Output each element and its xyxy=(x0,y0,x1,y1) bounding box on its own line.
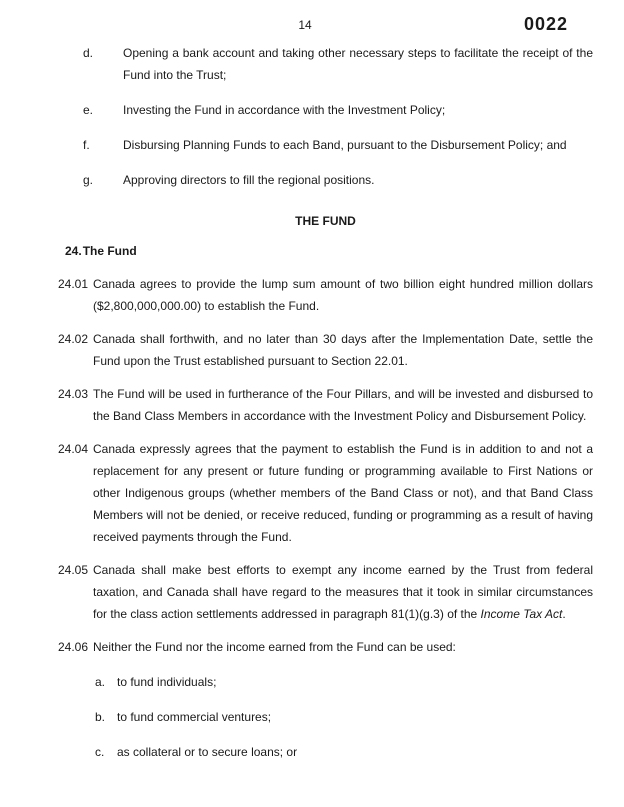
list-item-d xyxy=(83,42,593,86)
list-item-text: Approving directors to fill the regional positions. xyxy=(123,173,375,187)
clause-24-04 xyxy=(58,438,593,548)
clause-24-05 xyxy=(58,559,593,625)
clause-text: Canada expressly agrees that the payment to establish the Fund is in addition to and not a replacement for any present or future funding or programming available to First Nations or other Indigenous groups (whether members of the Band Class or not), and that Band Class Members will not be denied, or receive reduced, funding or programming as a result of having received payments through the Fund. xyxy=(93,442,593,544)
clause-number: 24.01 xyxy=(58,277,89,291)
sub-list-item-label: b. xyxy=(95,710,106,724)
list-item-label: d. xyxy=(83,46,94,60)
list-item-g xyxy=(83,169,593,191)
sub-list-item-text: to fund individuals; xyxy=(117,675,217,689)
clause-text: Neither the Fund nor the income earned from the Fund can be used: xyxy=(93,640,456,654)
sub-list-item-label: c. xyxy=(95,745,105,759)
list-item-e xyxy=(83,99,593,121)
clause-heading-number: 24. xyxy=(65,244,82,258)
bates-stamp-number: 0022 xyxy=(523,14,568,34)
clause-24-02 xyxy=(58,328,593,372)
statute-name-italic: Income Tax Act xyxy=(480,607,563,621)
clause-text-part: Canada shall make best efforts to exempt any income earned by the Trust from federal taxation, and Canada shall have regard to the measures that it took in similar circumstances for the class action settlements addressed in paragraph 81(1)(g.3) of the xyxy=(93,563,593,621)
clause-number: 24.03 xyxy=(58,387,89,401)
clause-number: 24.06 xyxy=(58,640,89,654)
list-item-label: g. xyxy=(83,173,94,187)
sub-list-item-text: to fund commercial ventures; xyxy=(117,710,272,724)
clause-text xyxy=(93,563,593,621)
list-item-f xyxy=(83,134,593,156)
sub-list-item-c xyxy=(95,741,593,763)
clause-24-03 xyxy=(58,383,593,427)
clause-text: Canada agrees to provide the lump sum amount of two billion eight hundred million dollars ($2,800,000,000.00) to establish the Fund. xyxy=(93,277,593,313)
clause-heading-title: The Fund xyxy=(82,244,137,258)
sub-list-item-b xyxy=(95,706,593,728)
clause-number: 24.05 xyxy=(58,563,89,577)
clause-text-part: . xyxy=(562,607,566,621)
clause-text: Canada shall forthwith, and no later than 30 days after the Implementation Date, settle the Fund upon the Trust established pursuant to Section 22.01. xyxy=(93,332,593,368)
list-item-text: Disbursing Planning Funds to each Band, pursuant to the Disbursement Policy; and xyxy=(123,138,567,152)
list-item-text: Opening a bank account and taking other necessary steps to facilitate the receipt of the Fund into the Trust; xyxy=(123,46,593,82)
clause-24-01 xyxy=(58,273,593,317)
list-item-label: f. xyxy=(83,138,90,152)
clause-text: The Fund will be used in furtherance of the Four Pillars, and will be invested and disbursed to the Band Class Members in accordance with the Investment Policy and Disbursement Policy. xyxy=(93,387,593,423)
sub-list-item-a xyxy=(95,671,593,693)
list-item-text: Investing the Fund in accordance with the Investment Policy; xyxy=(123,103,446,117)
sub-list-item-text: as collateral or to secure loans; or xyxy=(117,745,298,759)
page-header xyxy=(0,12,624,42)
page-number: 14 xyxy=(298,18,312,32)
clause-24-06 xyxy=(58,636,593,658)
list-item-label: e. xyxy=(83,103,94,117)
sub-list-item-label: a. xyxy=(95,675,106,689)
clause-number: 24.04 xyxy=(58,442,89,456)
clause-heading-24 xyxy=(65,240,593,262)
clause-number: 24.02 xyxy=(58,332,89,346)
section-heading-the-fund: THE FUND xyxy=(295,214,356,228)
